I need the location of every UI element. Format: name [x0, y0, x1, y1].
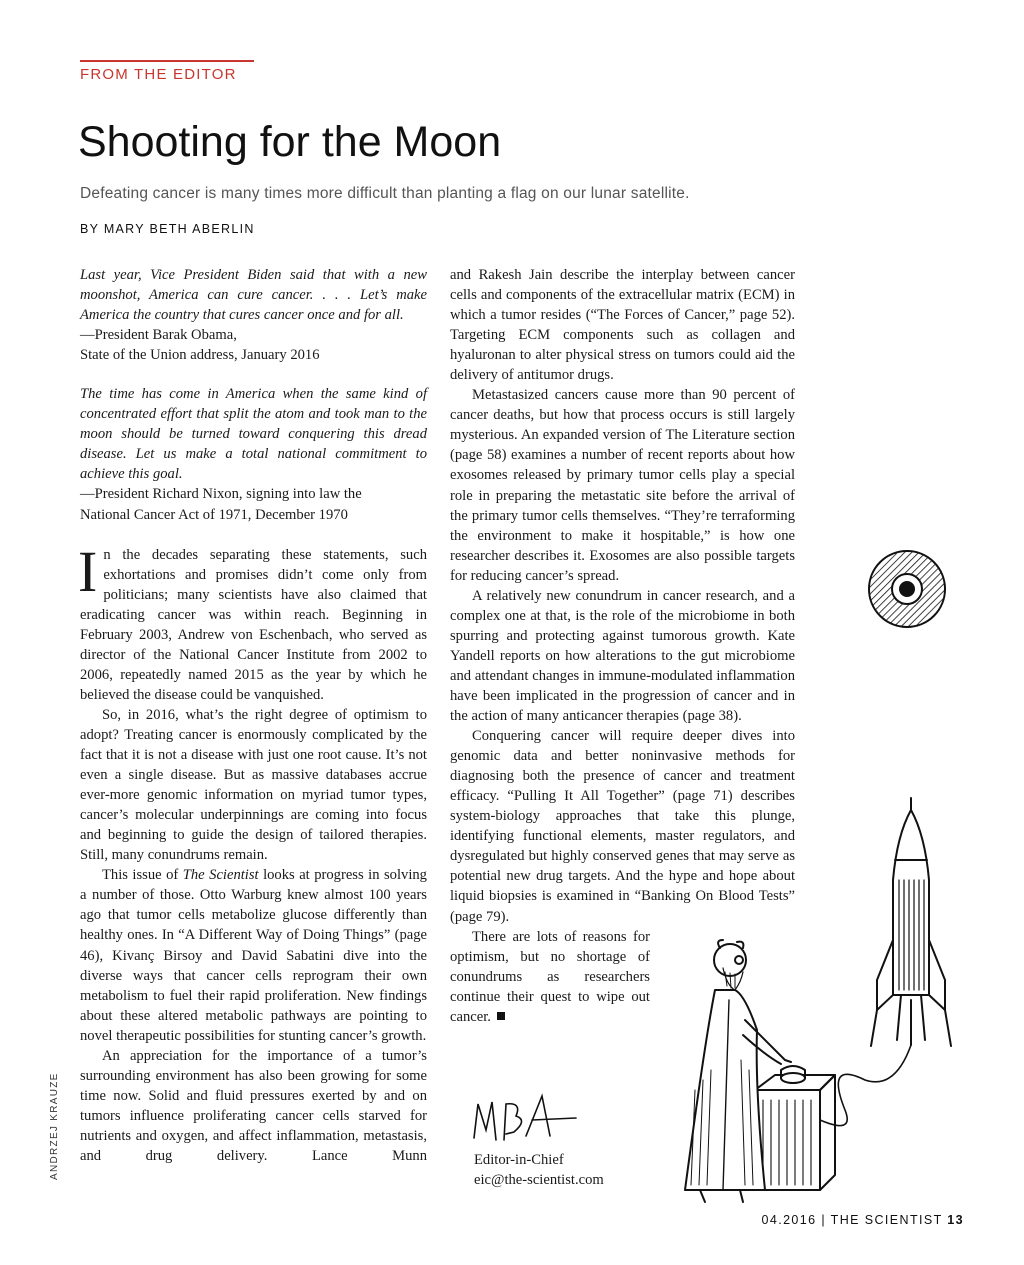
left-column — [80, 265, 427, 1166]
body-paragraph-4-continued: and Rakesh Jain describe the interplay between cancer cells and components of the extracellular matrix (ECM) in which a tumor resides (“The Forces of Cancer,” page 52). Targeting ECM components such as collagen and hyaluronan to alter physical stress on tumors could aid the delivery of antitumor drugs. — [450, 267, 795, 384]
epigraph-2: The time has come in America when the same kind of concentrated effort that split the atom and took man to the moon should be turned toward conquering this dread disease. Let us make a total national commitment to achieve this goal. — [80, 386, 427, 483]
body-paragraph-6: A relatively new conundrum in cancer research, and a complex one at that, is the role of the microbiome in both spurring and protecting against tumorous growth. Kate Yandell reports on how alterations to the gut microbiome and attendant changes in immune-modulated inflammation have been implicated in the progression of cancer and in the action of many anticancer therapies (page 38). — [450, 587, 795, 725]
signature-email: eic@the-scientist.com — [474, 1172, 604, 1188]
issue-date: 04.2016 — [761, 1213, 817, 1227]
epigraph-1: Last year, Vice President Biden said that with a new moonshot, America can cure cancer. . . . Let’s make America the country that cures cancer once and for all. — [80, 267, 427, 324]
article-subtitle: Defeating cancer is many times more difficult than planting a flag on our lunar satellite. — [80, 185, 690, 202]
epigraph-1-attribution-line2: State of the Union address, January 2016 — [80, 347, 320, 364]
end-mark-icon — [497, 1012, 505, 1020]
signature-role: Editor-in-Chief — [474, 1152, 564, 1168]
page-folio — [762, 1213, 965, 1227]
epigraph-1-attribution-line1: —President Barak Obama, — [80, 327, 237, 344]
moon-target-icon — [866, 548, 948, 630]
drop-cap: I — [78, 538, 98, 604]
editor-signature — [470, 1090, 580, 1151]
body-paragraph-4: An appreciation for the importance of a tumor’s surrounding environment has also been growing for some time now. Solid and fluid pressures exerted by and on tumors influence proliferating cancer cells starved for nutrients and oxygen, and affect inflammation, metastasis, and drug delivery. Lance Munn — [80, 1047, 427, 1164]
byline: BY MARY BETH ABERLIN — [80, 222, 255, 236]
body-paragraph-7: Conquering cancer will require deeper dives into genomic data and better noninvasive methods for diagnosing both the presence of cancer and treatment efficacy. “Pulling It All Together” (page 71) describes system-biology approaches that take this plunge, identifying functional elements, master regulators, and dysregulated but highly conserved genes that may serve as potential new drug targets. And the hype and hope about liquid biopsies is examined in “Banking On Blood Tests” (page 79). — [450, 728, 795, 925]
epigraph-2-attribution-line1: —President Richard Nixon, signing into law the — [80, 486, 362, 503]
folio-separator: | — [821, 1213, 827, 1227]
page-number: 13 — [947, 1213, 964, 1227]
illustration-credit: ANDRZEJ KRAUZE — [49, 1072, 60, 1180]
body-paragraph-1: In the decades separating these statements, such exhortations and promises didn’t come only from politicians; many scientists have also claimed that eradicating cancer was within reach. Beginning in February 2003, Andrew von Eschenbach, who served as director of the National Cancer Institute from 2002 to 2006, repeatedly named 2015 as the year by which he believed the disease could be vanquished. — [78, 538, 427, 703]
body-paragraph-3: This issue of The Scientist looks at progress in solving a number of those. Otto Warburg knew almost 100 years ago that tumor cells metabolize glucose differently than healthy ones. In “A Different Way of Doing Things” (page 46), Kivanç Birsoy and David Sabatini dive into the diverse ways that cancer cells reprogram their own metabolism to fuel their rapid proliferation. New findings about these altered metabolic pathways are pointing to novel therapeutic possibilities for stunting cancer’s growth. — [80, 867, 427, 1044]
section-rule — [80, 60, 254, 62]
body-paragraph-2: So, in 2016, what’s the right degree of optimism to adopt? Treating cancer is enormously complicated by the fact that it is not a disease with just one root cause. It’s not even a single disease. But as massive databases accrue ever-more genomic information on myriad tumor types, cancer’s molecular underpinnings are coming into focus and beginning to guide the design of tailored therapies. Still, many conundrums remain. — [80, 706, 427, 864]
signature-icon — [470, 1090, 580, 1146]
magazine-name: THE SCIENTIST — [830, 1213, 943, 1227]
rocket-scientist-illustration — [645, 790, 975, 1210]
body-paragraph-8: There are lots of reasons for optimism, but no shortage of conundrums as researchers continue their quest to wipe out cancer. — [450, 928, 650, 1025]
body-paragraph-5: Metastasized cancers cause more than 90 percent of cancer deaths, but how that process occurs is still largely mysterious. An expanded version of The Literature section (page 58) examines a number of recent reports about how exosomes released by primary tumor cells play a special role in preparing the metastatic site before the arrival of the primary tumor cells themselves. “They’re terraforming the environment to make it hospitable,” is how one researcher describes it. Exosomes are also possible targets for reducing cancer’s spread. — [450, 387, 795, 584]
article-title: Shooting for the Moon — [78, 118, 502, 166]
section-label: FROM THE EDITOR — [80, 66, 237, 83]
epigraph-2-attribution-line2: National Cancer Act of 1971, December 1970 — [80, 506, 348, 523]
